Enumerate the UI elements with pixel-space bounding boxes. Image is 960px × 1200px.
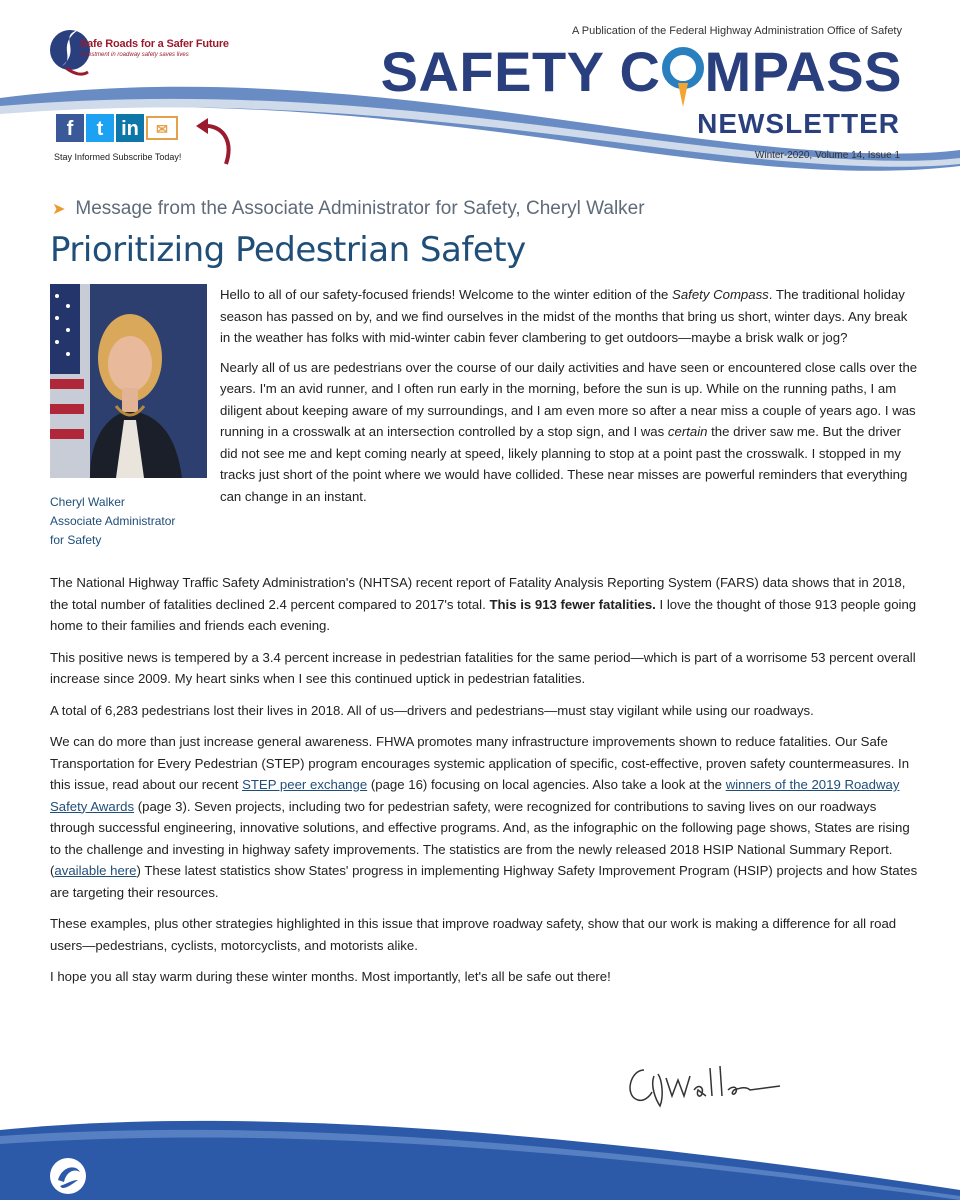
p2-emphasis: certain [667,424,708,439]
masthead-part2: MPASS [704,40,902,103]
p6-text-d: ) These latest statistics show States' progress in implementing Highway Safety Improvement Program (HSIP) projects and how States are targeting their resources. [50,863,918,900]
p6-text-b: (page 16) focusing on local agencies. Also take a look at the [367,777,726,792]
paragraph-3 [50,572,920,637]
paragraph-6 [50,731,920,903]
p3-text-b: I love the thought of those 913 people going home to their families and friends each evening. [50,596,917,633]
photo-caption [50,493,175,550]
article-body-full [50,572,920,988]
p1-text-b: . The traditional holiday season has passed on by, and we find ourselves in the midst of the months that bring us short, winter days. Any break in the weather has folks with mid-winter cabin fever clambering to get outdoors—maybe a brisk walk or jog? [220,287,908,345]
facebook-icon[interactable]: f [56,114,84,142]
p3-text-a: The National Highway Traffic Safety Administration's (NHTSA) recent report of Fatality Analysis Reporting System (FARS) data shows that in 2018, the total number of fatalities declined 2.4 percent compared to 2017's total. [50,575,906,612]
logo-subtagline: Investment in roadway safety saves lives [80,52,189,58]
newsletter-header [0,0,960,190]
paragraph-2 [220,357,920,508]
linkedin-icon[interactable]: in [116,114,144,142]
author-photo [50,284,207,478]
compass-icon [662,47,704,89]
logo-tagline: Safe Roads for a Safer Future [80,38,229,50]
usdot-logo-icon [50,1158,86,1194]
email-subscribe-icon[interactable]: ✉ [146,116,178,140]
newsletter-label: NEWSLETTER [697,108,900,139]
footer-wave [0,1110,960,1200]
publication-line: A Publication of the Federal Highway Administration Office of Safety [572,25,902,37]
p2-text-a: Nearly all of us are pedestrians over the course of our daily activities and have seen or encountered close calls over the years. I'm an avid runner, and I often run early in the morning, before the sun is up. While on the running paths, I am diligent about keeping aware of my surroundings, and I am even more so after a near miss a couple of years ago. I was running in a crosswalk at an intersection controlled by a stop sign, and I was [220,359,918,439]
article-title: Prioritizing Pedestrian Safety [50,230,526,270]
paragraph-1 [220,284,920,349]
issue-info: Winter-2020, Volume 14, Issue 1 [754,150,900,161]
p6-text-c: (page 3). Seven projects, including two for pedestrian safety, were recognized for contributions to saving lives on our roadways through successful engineering, innovative solutions, and effective programs. And, as the infographic on the following page shows, States are rising to the challenge and investing in highway safety improvements. The statistics are from the newly released 2018 HSIP National Summary Report. ( [50,798,910,878]
masthead-part1: SAFETY C [380,40,661,103]
roadway-safety-awards-link[interactable]: winners of the 2019 Roadway Safety Awards [50,777,900,814]
p1-text-a: Hello to all of our safety-focused friends! Welcome to the winter edition of the [220,287,673,302]
article-body-narrow [220,284,920,507]
paragraph-5: A total of 6,283 pedestrians lost their lives in 2018. All of us—drivers and pedestrians—must stay vigilant while using our roadways. [50,702,814,718]
available-here-link[interactable]: available here [54,863,137,878]
paragraph-7: These examples, plus other strategies highlighted in this issue that improve roadway safety, show that our work is making a difference for all road users—pedestrians, cyclists, motorcyclists, and motorists alike. [50,916,897,953]
paragraph-4: This positive news is tempered by a 3.4 percent increase in pedestrian fatalities for the same period—which is part of a worrisome 53 percent overall increase since 2009. My heart sinks when I see this continued uptick in pedestrian fatalities. [50,649,916,686]
p3-strong: This is 913 fewer fatalities. [489,596,656,612]
curved-arrow-icon [196,118,236,170]
masthead-title [381,42,902,102]
p2-text-b: the driver saw me. But the driver did not see me and kept coming nearly at speed, likely planning to stop at a point past the crosswalk. I stopped in my tracks just short of the point where we would have collided. These near misses are powerful reminders that everything can change in an instant. [220,424,908,504]
twitter-icon[interactable]: t [86,114,114,142]
subscribe-link[interactable]: Stay Informed Subscribe Today! [54,152,182,162]
step-peer-exchange-link[interactable]: STEP peer exchange [242,777,368,792]
caption-role-line2: for Safety [50,533,102,547]
caption-role-line1: Associate Administrator [50,514,176,528]
p1-emphasis: Safety Compass [672,287,769,302]
p6-text-a: We can do more than just increase general awareness. FHWA promotes many infrastructure improvements shown to reduce fatalities. Our Safe Transportation for Every Pedestrian (STEP) program encourages systemic application of specific, cost-effective, proven safety countermeasures. In this issue, read about our recent [50,734,910,792]
chevron-right-icon: ➤ [52,201,66,218]
social-links [56,114,178,142]
article-kicker-text: Message from the Associate Administrator for Safety, Cheryl Walker [75,198,645,219]
logo-text [80,38,229,58]
paragraph-8: I hope you all stay warm during these winter months. Most importantly, let's all be safe out there! [50,969,611,984]
handwritten-signature [620,1056,810,1116]
article-kicker [52,198,645,220]
caption-name: Cheryl Walker [50,495,125,509]
